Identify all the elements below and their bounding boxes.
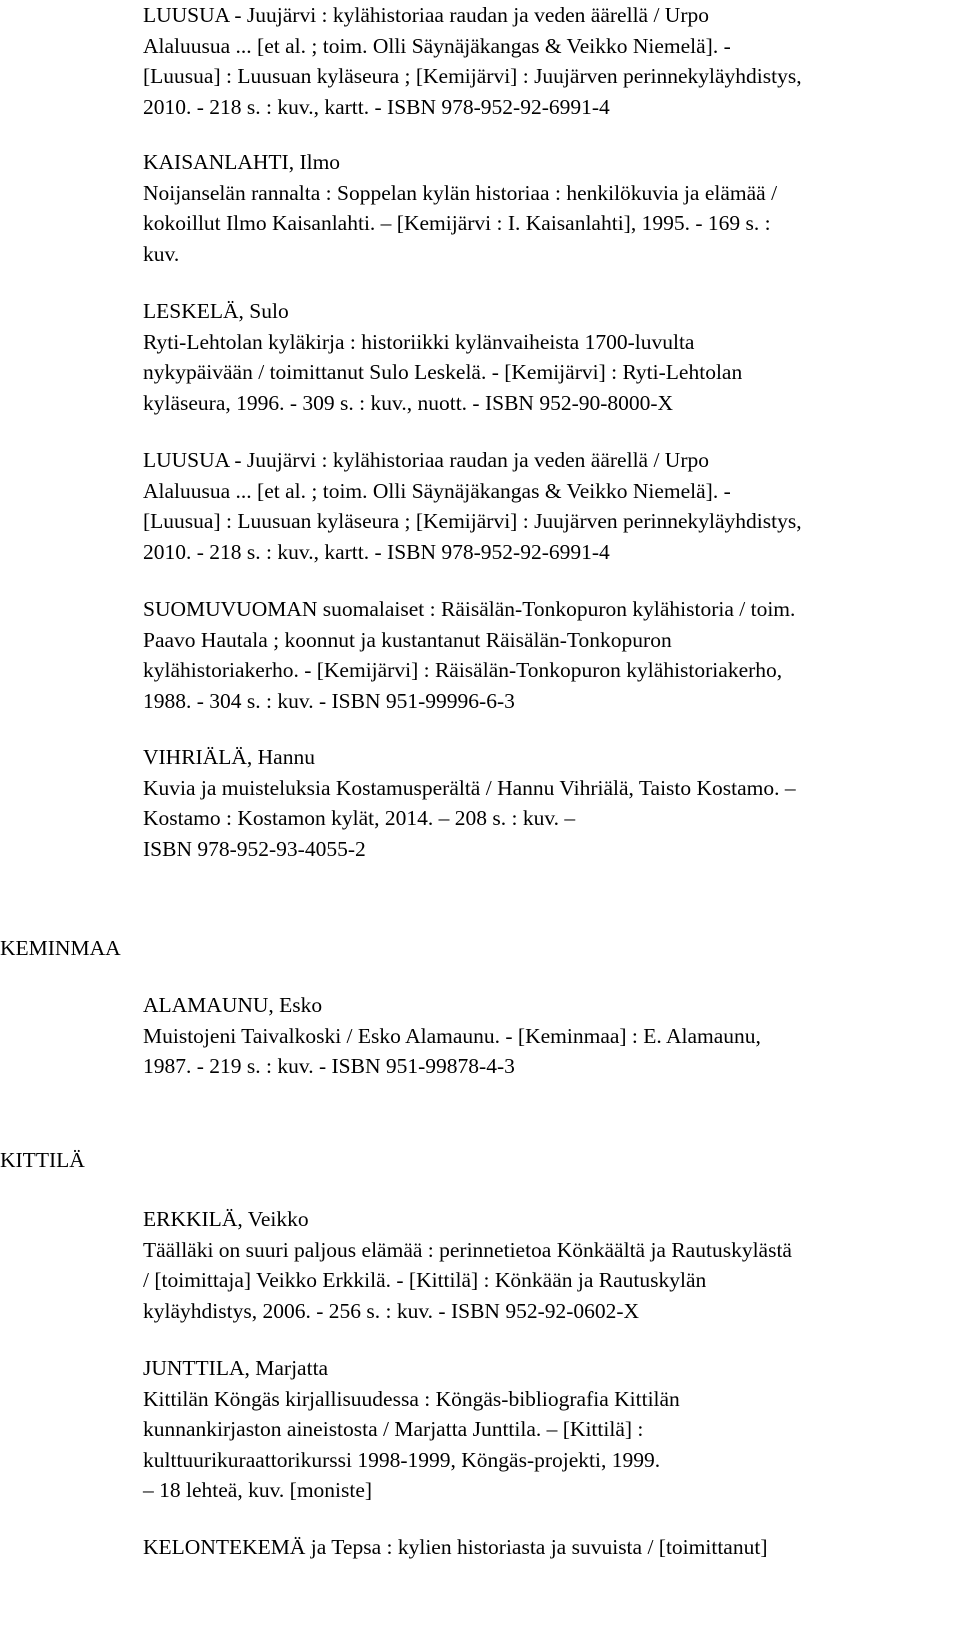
entry-line: [Luusua] : Luusuan kyläseura ; [Kemijärvi] : Juujärven perinnekyläyhdistys, <box>143 509 802 533</box>
entry-line: Täälläki on suuri paljous elämää : perinnetietoa Könkäältä ja Rautuskylästä <box>143 1237 792 1262</box>
entry-line: LUUSUA - Juujärvi : kylähistoriaa raudan ja veden äärellä / Urpo <box>143 3 709 27</box>
entry-line: 1988. - 304 s. : kuv. - ISBN 951-99996-6-3 <box>143 688 515 713</box>
bib-entry-kelontekema <box>143 1532 943 1563</box>
entry-line: kokoillut Ilmo Kaisanlahti. – [Kemijärvi : I. Kaisanlahti], 1995. - 169 s. : <box>143 211 771 235</box>
entry-line: Kuvia ja muisteluksia Kostamusperältä / Hannu Vihriälä, Taisto Kostamo. – <box>143 775 796 800</box>
entry-line: / [toimittaja] Veikko Erkkilä. - [Kittilä] : Könkään ja Rautuskylän <box>143 1268 707 1292</box>
bib-entry-leskela <box>143 296 943 418</box>
entry-line: nykypäivään / toimittanut Sulo Leskelä. - [Kemijärvi] : Ryti-Lehtolan <box>143 360 743 384</box>
entry-line: Alaluusua ... [et al. ; toim. Olli Säynäjäkangas & Veikko Niemelä]. - <box>143 478 731 503</box>
entry-line: SUOMUVUOMAN suomalaiset : Räisälän-Tonkopuron kylähistoria / toim. <box>143 597 796 621</box>
bib-entry-luusua-2 <box>143 445 943 567</box>
entry-line: kunnankirjaston aineistosta / Marjatta Junttila. – [Kittilä] : <box>143 1417 644 1441</box>
entry-line: ISBN 978-952-93-4055-2 <box>143 836 366 861</box>
entry-line: 1987. - 219 s. : kuv. - ISBN 951-99878-4-3 <box>143 1054 515 1078</box>
entry-line: Alaluusua ... [et al. ; toim. Olli Säynäjäkangas & Veikko Niemelä]. - <box>143 33 731 58</box>
entry-author: ERKKILÄ, Veikko <box>143 1207 309 1231</box>
entry-line: kyläseura, 1996. - 309 s. : kuv., nuott. - ISBN 952-90-8000-X <box>143 390 674 415</box>
bib-entry-alamaunu <box>143 990 943 1082</box>
entry-author: KAISANLAHTI, Ilmo <box>143 150 341 174</box>
bib-entry-vihriala <box>143 742 943 864</box>
entry-line: Noijanselän rannalta : Soppelan kylän historiaa : henkilökuvia ja elämää / <box>143 180 778 205</box>
entry-line: 2010. - 218 s. : kuv., kartt. - ISBN 978-952-92-6991-4 <box>143 539 610 564</box>
entry-line: [Luusua] : Luusuan kyläseura ; [Kemijärvi] : Juujärven perinnekyläyhdistys, <box>143 64 802 88</box>
section-heading-kittila: KITTILÄ <box>0 1148 85 1172</box>
entry-line: kylähistoriakerho. - [Kemijärvi] : Räisälän-Tonkopuron kylähistoriakerho, <box>143 658 783 682</box>
entry-line: LUUSUA - Juujärvi : kylähistoriaa raudan ja veden äärellä / Urpo <box>143 448 709 472</box>
entry-line: Kostamo : Kostamon kylät, 2014. – 208 s. : kuv. – <box>143 806 576 830</box>
entry-line: Kittilän Köngäs kirjallisuudessa : Köngäs-bibliografia Kittilän <box>143 1386 680 1411</box>
entry-author: ALAMAUNU, Esko <box>143 993 323 1017</box>
entry-author: JUNTTILA, Marjatta <box>143 1356 329 1380</box>
entry-line: Ryti-Lehtolan kyläkirja : historiikki kylänvaiheista 1700-luvulta <box>143 329 695 354</box>
entry-author: VIHRIÄLÄ, Hannu <box>143 745 315 769</box>
entry-line: Paavo Hautala ; koonnut ja kustantanut Räisälän-Tonkopuron <box>143 627 672 652</box>
bib-entry-junttila <box>143 1353 943 1506</box>
entry-line: Muistojeni Taivalkoski / Esko Alamaunu. - [Keminmaa] : E. Alamaunu, <box>143 1023 761 1048</box>
entry-line: kulttuurikuraattorikurssi 1998-1999, Köngäs-projekti, 1999. <box>143 1447 661 1472</box>
bib-entry-erkkila <box>143 1204 943 1326</box>
entry-author: LESKELÄ, Sulo <box>143 299 289 323</box>
entry-line: KELONTEKEMÄ ja Tepsa : kylien historiasta ja suvuista / [toimittanut] <box>143 1535 768 1559</box>
bib-entry-kaisanlahti <box>143 147 943 269</box>
entry-line: kuv. <box>143 241 180 266</box>
bib-entry-luusua-1 <box>143 0 943 122</box>
entry-line: kyläyhdistys, 2006. - 256 s. : kuv. - ISBN 952-92-0602-X <box>143 1298 640 1323</box>
section-heading-keminmaa: KEMINMAA <box>0 936 121 960</box>
bib-entry-suomuvuoman <box>143 594 943 716</box>
entry-line: – 18 lehteä, kuv. [moniste] <box>143 1478 373 1502</box>
entry-line: 2010. - 218 s. : kuv., kartt. - ISBN 978-952-92-6991-4 <box>143 94 610 119</box>
